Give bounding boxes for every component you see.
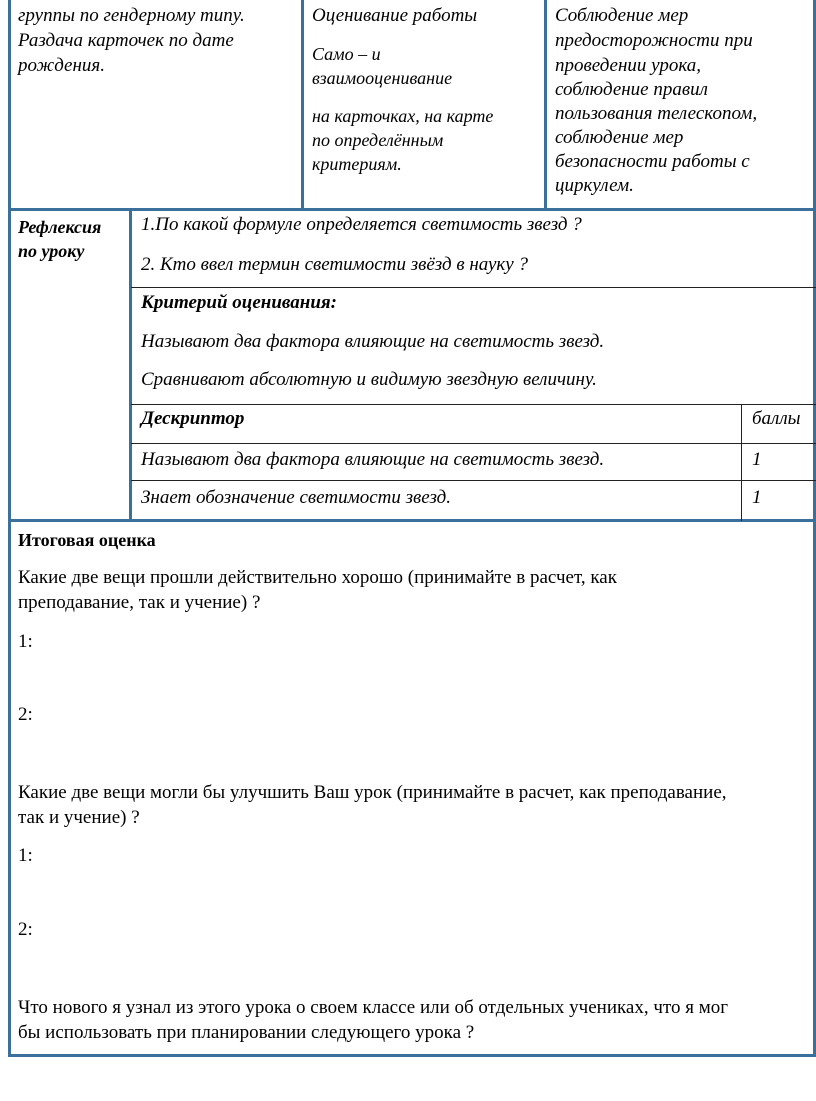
final-q2-line-1: Какие две вещи могли бы улучшить Ваш урок (принимайте в расчет, как преподавание, — [18, 782, 727, 803]
criteria-title: Критерий оценивания: — [141, 292, 338, 313]
col1-line-1: группы по гендерному типу. — [18, 5, 245, 26]
col2-title: Оценивание работы — [312, 5, 478, 26]
criteria-line-2: Сравнивают абсолютную и видимую звездную величину. — [141, 369, 597, 390]
descriptor-row-2: Знает обозначение светимости звезд. — [141, 487, 451, 508]
top-row-col-divider-1 — [301, 0, 304, 210]
col2-text-line-1: на карточках, на карте — [312, 106, 494, 126]
final-title: Итоговая оценка — [18, 530, 156, 550]
col1-line-3: рождения. — [18, 55, 105, 76]
final-q1-item-1: 1: — [18, 631, 33, 652]
col3-line-7: безопасности работы с — [555, 151, 750, 172]
final-q3-line-2: бы использовать при планировании следующего урока ? — [18, 1022, 475, 1043]
final-q2-line-2: так и учение) ? — [18, 807, 140, 828]
col3-line-5: пользования телескопом, — [555, 103, 758, 124]
final-q1-item-2: 2: — [18, 704, 33, 725]
reflection-col-divider — [129, 210, 132, 521]
questions-divider — [131, 287, 816, 288]
points-row-1: 1 — [752, 449, 762, 470]
descriptor-header: Дескриптор — [141, 408, 245, 429]
descriptor-row-divider — [131, 480, 816, 481]
table-border-bottom — [8, 1054, 816, 1057]
col2-text-line-3: критериям. — [312, 154, 402, 174]
col3-line-2: предосторожности при — [555, 30, 753, 51]
col3-line-8: циркулем. — [555, 175, 634, 196]
table-border-left — [8, 0, 11, 1057]
points-row-2: 1 — [752, 487, 762, 508]
descriptor-header-divider — [131, 443, 816, 444]
points-col-divider — [741, 404, 742, 521]
col2-sub-line-1: Само – и — [312, 44, 381, 64]
final-q1-line-1: Какие две вещи прошли действительно хорошо (принимайте в расчет, как — [18, 567, 617, 588]
col3-line-3: проведении урока, — [555, 55, 702, 76]
col3-line-1: Соблюдение мер — [555, 5, 689, 26]
col3-line-6: соблюдение мер — [555, 127, 684, 148]
reflection-question-1: 1.По какой формуле определяется светимость звезд ? — [141, 214, 582, 235]
reflection-label-line-2: по уроку — [18, 241, 85, 261]
col2-text-line-2: по определённым — [312, 130, 444, 150]
final-q2-item-2: 2: — [18, 919, 33, 940]
final-q2-item-1: 1: — [18, 845, 33, 866]
reflection-label-line-1: Рефлексия — [18, 217, 102, 237]
reflection-question-2: 2. Кто ввел термин светимости звёзд в науку ? — [141, 254, 528, 275]
final-q3-line-1: Что нового я узнал из этого урока о своем классе или об отдельных учениках, что я мог — [18, 997, 729, 1018]
descriptor-row-1: Называют два фактора влияющие на светимость звезд. — [141, 449, 605, 470]
criteria-line-1: Называют два фактора влияющие на светимость звезд. — [141, 331, 605, 352]
final-q1-line-2: преподавание, так и учение) ? — [18, 592, 261, 613]
criteria-divider — [131, 404, 816, 405]
points-header: баллы — [752, 408, 801, 429]
col1-line-2: Раздача карточек по дате — [18, 30, 234, 51]
col3-line-4: соблюдение правил — [555, 79, 708, 100]
top-row-col-divider-2 — [544, 0, 547, 210]
col2-sub-line-2: взаимооценивание — [312, 68, 453, 88]
